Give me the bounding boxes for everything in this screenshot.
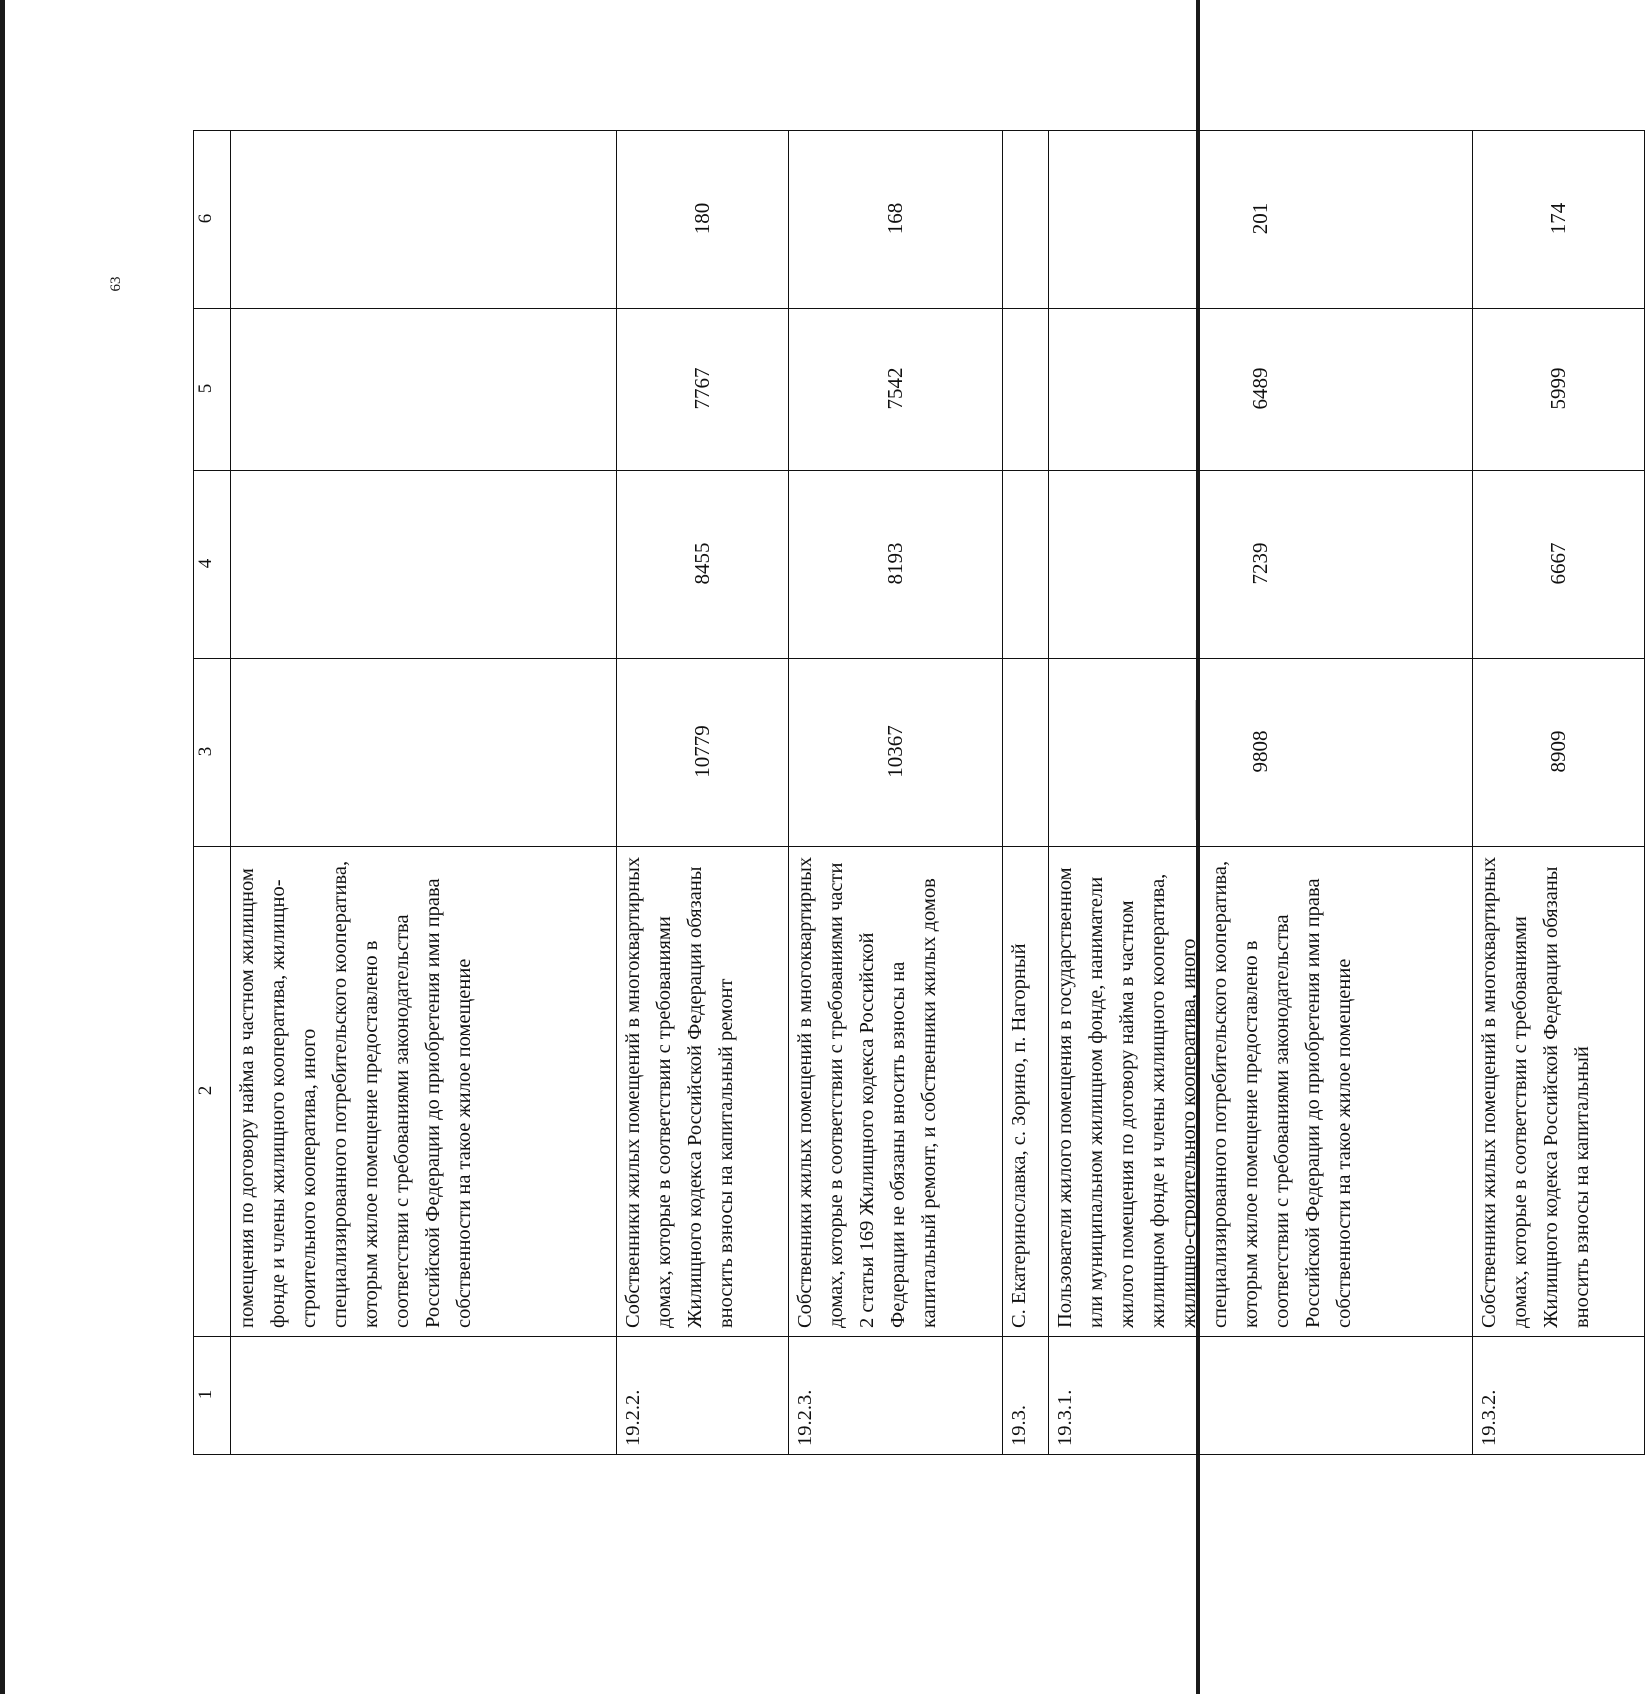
column-header-3: 3 xyxy=(194,659,231,847)
table-row xyxy=(788,131,1002,1455)
row-value-col3: 9808 xyxy=(1048,659,1472,847)
column-header-2: 2 xyxy=(194,847,231,1337)
table-row xyxy=(616,131,788,1455)
table-header-row xyxy=(194,131,231,1455)
row-description: Собственники жилых помещений в многоквартирных домах, которые в соответствии с требованиями части 2 статьи 169 Жилищного кодекса Российской Федерации не обязаны вносить взносы на капитальный ремонт, и собственники жилых домов xyxy=(788,847,1002,1337)
row-value-col5 xyxy=(230,309,616,471)
row-value-col4: 8455 xyxy=(616,471,788,659)
row-value-col6 xyxy=(1002,131,1048,309)
data-table xyxy=(193,130,1645,1455)
table-row xyxy=(1002,131,1048,1455)
row-description: Собственники жилых помещений в многоквартирных домах, которые в соответствии с требованиями Жилищного кодекса Российской Федерации обязаны вносить взносы на капитальный ремонт xyxy=(616,847,788,1337)
row-value-col4 xyxy=(230,471,616,659)
row-value-col3 xyxy=(1002,659,1048,847)
page-number: 63 xyxy=(108,276,124,292)
row-description: Собственники жилых помещений в многоквартирных домах, которые в соответствии с требованиями Жилищного кодекса Российской Федерации обязаны вносить взносы на капитальный xyxy=(1472,847,1644,1337)
column-header-5: 5 xyxy=(194,309,231,471)
table-row xyxy=(1472,131,1644,1455)
rotated-table-container xyxy=(193,131,1645,1455)
row-description: Пользователи жилого помещения в государственном или муниципальном жилищном фонде, наниматели жилого помещения по договору найма в частном жилищном фонде и члены жилищного кооператива, жилищно-строительного кооператива, иного специализированного потребительского кооператива, которым жилое помещение предоставлено в соответствии с требованиями законодательства Российской Федерации до приобретения ими права собственности на такое жилое помещение xyxy=(1048,847,1472,1337)
column-header-4: 4 xyxy=(194,471,231,659)
column-header-1: 1 xyxy=(194,1337,231,1455)
row-value-col4: 7239 xyxy=(1048,471,1472,659)
row-value-col4: 6667 xyxy=(1472,471,1644,659)
column-header-6: 6 xyxy=(194,131,231,309)
row-description: С. Екатеринославка, с. Зорино, п. Нагорный xyxy=(1002,847,1048,1337)
row-value-col6: 180 xyxy=(616,131,788,309)
row-code: 19.2.2. xyxy=(616,1337,788,1455)
row-value-col3: 8909 xyxy=(1472,659,1644,847)
row-value-col6: 174 xyxy=(1472,131,1644,309)
row-value-col6: 168 xyxy=(788,131,1002,309)
row-code xyxy=(230,1337,616,1455)
scan-edge-left xyxy=(0,0,5,1694)
row-code: 19.3.2. xyxy=(1472,1337,1644,1455)
table-row xyxy=(1048,131,1472,1455)
row-code: 19.3.1. xyxy=(1048,1337,1472,1455)
row-code: 19.2.3. xyxy=(788,1337,1002,1455)
row-value-col5: 6489 xyxy=(1048,309,1472,471)
row-value-col6 xyxy=(230,131,616,309)
row-value-col6: 201 xyxy=(1048,131,1472,309)
row-value-col3: 10779 xyxy=(616,659,788,847)
row-code: 19.3. xyxy=(1002,1337,1048,1455)
row-value-col5: 7542 xyxy=(788,309,1002,471)
row-value-col5: 5999 xyxy=(1472,309,1644,471)
row-value-col3: 10367 xyxy=(788,659,1002,847)
table-row xyxy=(230,131,616,1455)
row-value-col4: 8193 xyxy=(788,471,1002,659)
row-value-col5: 7767 xyxy=(616,309,788,471)
row-description: помещения по договору найма в частном жилищном фонде и члены жилищного кооператива, жилищно-строительного кооператива, иного специализированного потребительского кооператива, которым жилое помещение предоставлено в соответствии с требованиями законодательства Российской Федерации до приобретения ими права собственности на такое жилое помещение xyxy=(230,847,616,1337)
row-value-col5 xyxy=(1002,309,1048,471)
row-value-col3 xyxy=(230,659,616,847)
row-value-col4 xyxy=(1002,471,1048,659)
